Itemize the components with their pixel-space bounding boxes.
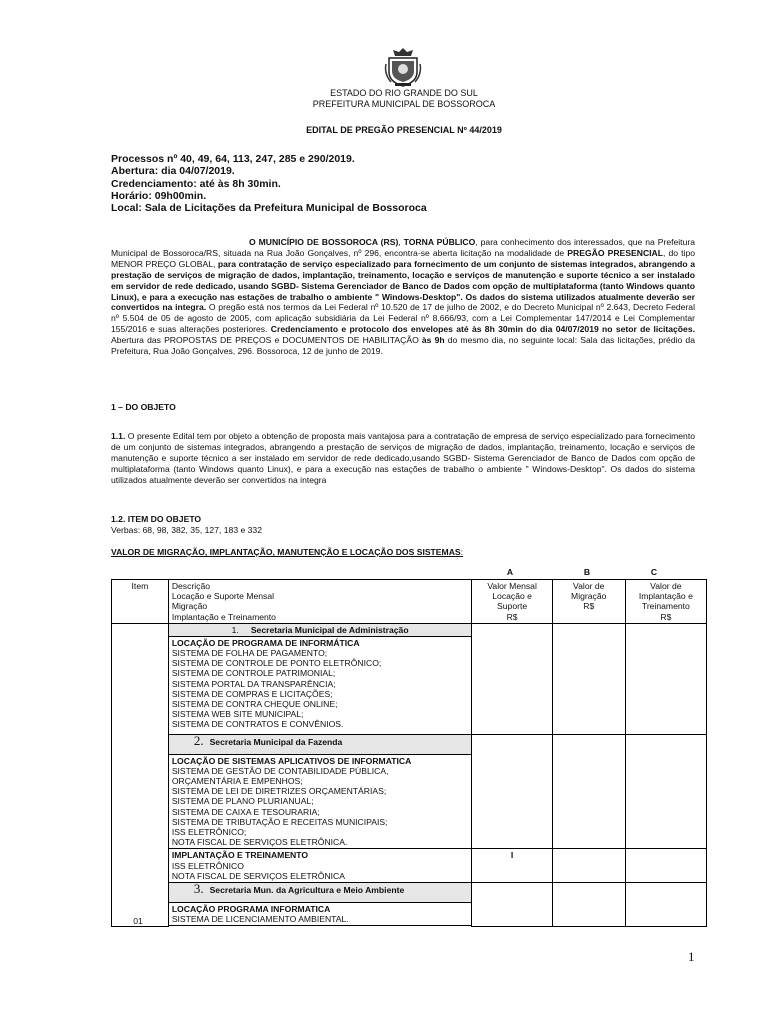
section-1-text: O presente Edital tem por objeto a obtenção de proposta mais vantajosa para a contratação de empresa de serviço especializado para fornecimento de um conjunto de sistemas integrados, abrangendo a prestação de serviços de migração de dados, implantação, treinamento, locação e serviços de manutenção e suporte técnico a ser instalado em servidor de rede dedicado,usando SGBD- Sistema Gerenciador de Banco de Dados com opção de multiplataforma (tanto Windows quanto Linux), e para a execução nas estações de trabalho o ambiente " Windows-Desktop". Os dados do sistema utilizados atualmente deverão ser convertidos na integra bbox=[111, 431, 695, 485]
header-b-line: Valor de bbox=[573, 581, 605, 591]
system-line: SISTEMA DE CONTROLE PATRIMONIAL; bbox=[171, 668, 336, 679]
section-1-header bbox=[168, 623, 472, 636]
item-number: 01 bbox=[133, 915, 143, 926]
intro-objeto: para contratação de serviço especializado para fornecimento de um conjunto de sistemas integrados, abrangendo a prestação de serviços de migração de dados, implantação, treinamento, locação e serviços de manutenção e suporte técnico a ser instalado em servidor de rede dedicado, usando SGBD- Sistema Gerenciador de Banco de Dados com opção de multiplataforma (tanto Windows quanto Linux), e para a execução nas estações de trabalho o ambiente " Windows-Desktop". Os dados do sistema utilizados atualmente deverão ser convertidos na integra. bbox=[111, 258, 695, 313]
value-cell-c bbox=[625, 734, 706, 849]
value-cell-a bbox=[472, 623, 552, 734]
intro-text: do mesmo dia, no seguinte local: Sala das licitações, prédio da Prefeitura, Rua João Gonçalves, 296. Bossoroca, 12 de junho de 2019. bbox=[111, 335, 695, 357]
value-cell-a bbox=[472, 734, 552, 849]
system-line: SISTEMA DE PLANO PLURIANUAL; bbox=[171, 796, 314, 807]
header-col-c bbox=[625, 580, 706, 624]
header-b-line: R$ bbox=[583, 601, 595, 612]
header-a-line: Locação e bbox=[492, 591, 532, 602]
items-table bbox=[111, 579, 707, 927]
processos-line: Processos nº 40, 49, 64, 113, 247, 285 e 290/2019. bbox=[111, 153, 355, 165]
valor-title bbox=[111, 547, 463, 557]
system-line: NOTA FISCAL DE SERVIÇOS ELETRÔNICA bbox=[171, 870, 345, 881]
header-desc-line: Descrição bbox=[171, 581, 211, 591]
value-cell-b bbox=[552, 623, 625, 734]
system-line: SISTEMA DE FOLHA DE PAGAMENTO; bbox=[171, 648, 328, 659]
spacer-cell bbox=[168, 926, 472, 927]
implantacao-body bbox=[168, 849, 472, 883]
section-1-paragraph bbox=[111, 431, 695, 486]
column-letter-a: A bbox=[506, 567, 514, 577]
system-line: ISS ELETRÔNICO; bbox=[171, 826, 247, 837]
intro-pregao: PREGÃO PRESENCIAL bbox=[567, 247, 664, 258]
header-desc-line: Locação e Suporte Mensal bbox=[171, 591, 275, 602]
header-b-line: Migração bbox=[571, 591, 607, 602]
value-cell-c bbox=[625, 849, 706, 883]
horario-line: Horário: 09h00min. bbox=[111, 189, 207, 202]
section-row bbox=[112, 623, 707, 636]
header-state: ESTADO DO RIO GRANDE DO SUL bbox=[330, 88, 478, 98]
header-col-b bbox=[552, 580, 625, 624]
header-item: Item bbox=[112, 580, 169, 624]
cursor-mark: I bbox=[510, 850, 514, 861]
intro-credenciamento: Credenciamento e protocolo dos envelopes até às 8h 30min do dia 04/07/2019 no setor de licitações. bbox=[270, 324, 695, 335]
value-cell-c bbox=[625, 882, 706, 926]
section-title: Secretaria Mun. da Agricultura e Meio Ambiente bbox=[209, 884, 405, 895]
system-line: SISTEMA DE GESTÃO DE CONTABILIDADE PÚBLICA, bbox=[171, 765, 389, 776]
section-number: 1. bbox=[231, 624, 239, 635]
intro-torna-publico: TORNA PÚBLICO bbox=[403, 237, 476, 247]
system-line: SISTEMA DE CONTROLE DE PONTO ELETRÔNICO; bbox=[171, 658, 382, 669]
intro-text: , para conhecimento dos interessados, que na Prefeitura Municipal de Bossoroca/RS, situada na Rua João Gonçalves, nº 296, encontra-se aberta licitação na modalidade de bbox=[111, 237, 695, 258]
system-line: SISTEMA DE LEI DE DIRETRIZES ORÇAMENTÁRIAS; bbox=[171, 786, 387, 797]
header-prefecture: PREFEITURA MUNICIPAL DE BOSSOROCA bbox=[312, 99, 496, 109]
value-cell-b bbox=[552, 734, 625, 849]
header-description bbox=[168, 580, 472, 624]
system-line: SISTEMA DE COMPRAS E LICITAÇÕES; bbox=[171, 688, 333, 699]
section-number: 2. bbox=[193, 732, 204, 748]
intro-paragraph bbox=[111, 237, 695, 357]
sub-heading: LOCAÇÃO DE PROGRAMA DE INFORMÁTICA bbox=[171, 637, 360, 648]
sub-heading: IMPLANTAÇÃO E TREINAMENTO bbox=[171, 850, 309, 861]
intro-text: , bbox=[398, 237, 404, 247]
section-title: Secretaria Municipal da Fazenda bbox=[209, 736, 343, 747]
header-desc-line: Implantação e Treinamento bbox=[171, 611, 276, 622]
header-c-line: R$ bbox=[660, 611, 672, 622]
system-line: SISTEMA DE CAIXA E TESOURARIA; bbox=[171, 806, 320, 817]
system-line: SISTEMA DE LICENCIAMENTO AMBIENTAL. bbox=[171, 914, 349, 925]
header-c-line: Valor de bbox=[650, 581, 682, 591]
abertura-line: Abertura: dia 04/07/2019. bbox=[111, 165, 235, 178]
credenciamento-line: Credenciamento: até às 8h 30min. bbox=[111, 177, 281, 190]
header-a-line: Valor Mensal bbox=[487, 581, 537, 591]
valor-title-text: VALOR DE MIGRAÇÃO, IMPLANTAÇÃO, MANUTENÇÃO E LOCAÇÃO DOS SISTEMAS bbox=[111, 547, 461, 557]
header-a-line: R$ bbox=[506, 611, 518, 622]
valor-colon: : bbox=[460, 547, 464, 557]
section-number: 3. bbox=[193, 880, 204, 896]
column-letter-b: B bbox=[583, 567, 591, 577]
intro-text: O pregão está nos termos da Lei Federal nº 10.520 de 17 de julho de 2002, e do Decreto Municipal nº 2.643, Decreto Federal nº 5.504 de 05 de agosto de 2005, com aplicação subsidiária da Lei Federal nº 8.666/93, com a Lei Complementar 147/2014 e Lei Complementar 155/2016 e suas alterações posteriores. bbox=[111, 302, 695, 335]
intro-municipio: O MUNICÍPIO DE BOSSOROCA (RS) bbox=[249, 237, 399, 247]
value-cell-b bbox=[552, 849, 625, 883]
verbas-line: Verbas: 68, 98, 382, 35, 127, 183 e 332 bbox=[111, 525, 262, 535]
intro-hora: às 9h bbox=[421, 335, 445, 346]
section-row bbox=[112, 734, 707, 754]
value-cell-c bbox=[625, 623, 706, 734]
section-1-number: 1.1. bbox=[111, 431, 126, 441]
sub-heading: LOCAÇÃO DE SISTEMAS APLICATIVOS DE INFORMATICA bbox=[171, 755, 412, 766]
section-3-header bbox=[168, 882, 472, 902]
section-title: Secretaria Municipal de Administração bbox=[250, 624, 409, 635]
system-line: SISTEMA WEB SITE MUNICIPAL; bbox=[171, 709, 304, 720]
section-1-title: 1 – DO OBJETO bbox=[111, 402, 176, 412]
section-1-body bbox=[168, 636, 472, 734]
section-row bbox=[112, 882, 707, 902]
column-letter-c: C bbox=[650, 567, 658, 577]
section-2-header bbox=[168, 734, 472, 754]
local-line: Local: Sala de Licitações da Prefeitura Municipal de Bossoroca bbox=[111, 202, 427, 215]
system-line: SISTEMA DE TRIBUTAÇÃO E RECEITAS MUNICIPAIS; bbox=[171, 816, 388, 827]
table-header-row bbox=[112, 580, 707, 624]
municipal-crest-logo bbox=[383, 44, 423, 88]
edital-title: EDITAL DE PREGÃO PRESENCIAL Nº 44/2019 bbox=[306, 125, 502, 135]
system-line: ISS ELETRÔNICO bbox=[171, 860, 244, 871]
value-cell-b bbox=[552, 882, 625, 926]
page-number: 1 bbox=[688, 949, 695, 964]
section-2-body bbox=[168, 754, 472, 849]
intro-text: Abertura das PROPOSTAS DE PREÇOS e DOCUMENTOS DE HABILITAÇÃO bbox=[111, 335, 422, 346]
system-line: SISTEMA PORTAL DA TRANSPARÊNCIA; bbox=[171, 678, 336, 689]
implantacao-row bbox=[112, 849, 707, 883]
item-cell bbox=[112, 623, 169, 926]
value-cell-a bbox=[472, 849, 552, 883]
intro-text: , do tipo MENOR PREÇO GLOBAL, bbox=[111, 247, 695, 269]
header-a-line: Suporte bbox=[497, 601, 528, 612]
system-line: ORÇAMENTÁRIA E EMPENHOS; bbox=[171, 775, 303, 786]
header-c-line: Implantação e bbox=[638, 591, 693, 602]
system-line: SISTEMA DE CONTRATOS E CONVÊNIOS. bbox=[171, 719, 344, 730]
system-line: SISTEMA DE CONTRA CHEQUE ONLINE; bbox=[171, 699, 338, 710]
sub-heading: LOCAÇÃO PROGRAMA INFORMATICA bbox=[171, 903, 331, 914]
section-3-body bbox=[168, 902, 472, 925]
value-cell-a bbox=[472, 882, 552, 926]
header-col-a bbox=[472, 580, 552, 624]
system-line: NOTA FISCAL DE SERVIÇOS ELETRÔNICA. bbox=[171, 837, 348, 848]
header-desc-line: Migração bbox=[171, 601, 208, 612]
process-info bbox=[111, 153, 427, 214]
section-1-2-title: 1.2. ITEM DO OBJETO bbox=[111, 514, 202, 524]
header-c-line: Treinamento bbox=[641, 601, 690, 612]
